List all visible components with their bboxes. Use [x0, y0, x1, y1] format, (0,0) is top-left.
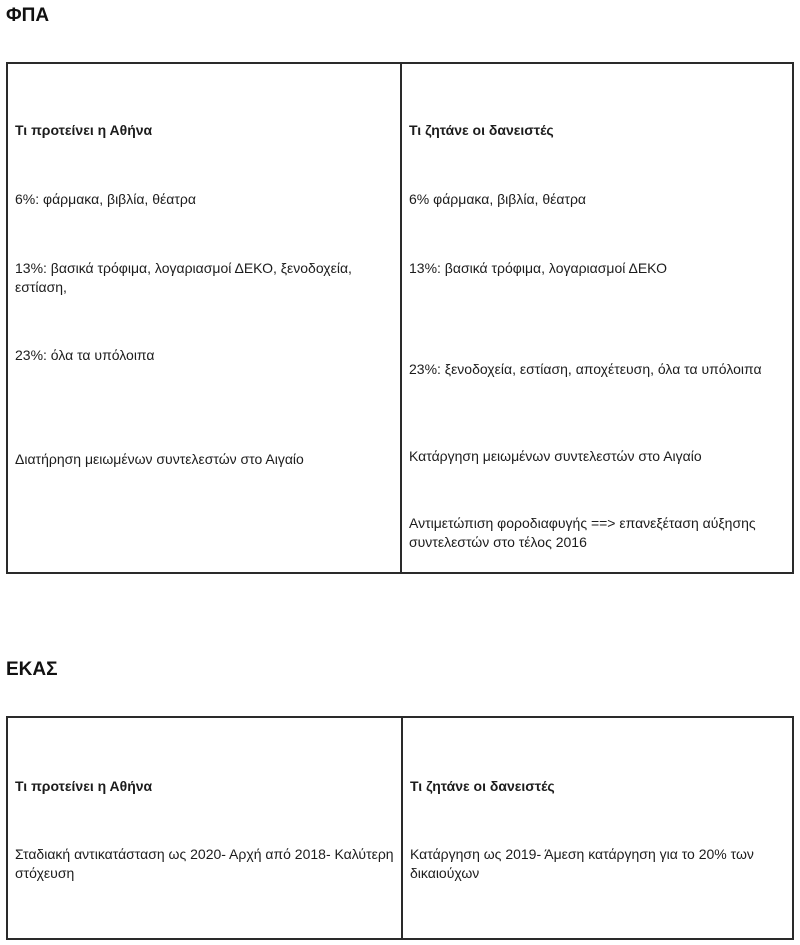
section-title-vat: ΦΠΑ	[6, 5, 50, 26]
ekas-left-header: Τι προτείνει η Αθήνα	[15, 778, 153, 794]
vat-left-row: 6%: φάρμακα, βιβλία, θέατρα	[15, 191, 196, 207]
vat-right-row: 23%: ξενοδοχεία, εστίαση, αποχέτευση, όλα τα υπόλοιπα	[409, 361, 762, 377]
vat-left-column	[8, 64, 400, 572]
vat-left-row: Διατήρηση μειωμένων συντελεστών στο Αιγαίο	[15, 451, 304, 467]
vat-left-header: Τι προτείνει η Αθήνα	[15, 122, 153, 138]
section-title-ekas: ΕΚΑΣ	[6, 659, 58, 680]
vat-right-row: Κατάργηση μειωμένων συντελεστών στο Αιγαίο	[409, 448, 702, 464]
ekas-right-row: Κατάργηση ως 2019- Άμεση κατάργηση για το 20% των δικαιούχων	[410, 846, 754, 881]
vat-left-row: 23%: όλα τα υπόλοιπα	[15, 347, 155, 363]
vat-table	[6, 62, 794, 574]
vat-right-column	[400, 64, 792, 572]
vat-right-header: Τι ζητάνε οι δανειστές	[409, 122, 554, 138]
vat-right-row: 13%: βασικά τρόφιμα, λογαριασμοί ΔΕΚΟ	[409, 260, 667, 276]
ekas-right-column	[401, 718, 792, 938]
ekas-left-row: Σταδιακή αντικατάσταση ως 2020- Αρχή από 2018- Καλύτερη στόχευση	[15, 846, 394, 881]
vat-left-row: 13%: βασικά τρόφιμα, λογαριασμοί ΔΕΚΟ, ξενοδοχεία, εστίαση,	[15, 260, 352, 295]
vat-right-row: Αντιμετώπιση φοροδιαφυγής ==> επανεξέταση αύξησης συντελεστών στο τέλος 2016	[409, 515, 756, 550]
vat-right-row: 6% φάρμακα, βιβλία, θέατρα	[409, 191, 587, 207]
ekas-left-column	[8, 718, 401, 938]
ekas-right-header: Τι ζητάνε οι δανειστές	[410, 778, 555, 794]
ekas-table	[6, 716, 794, 940]
